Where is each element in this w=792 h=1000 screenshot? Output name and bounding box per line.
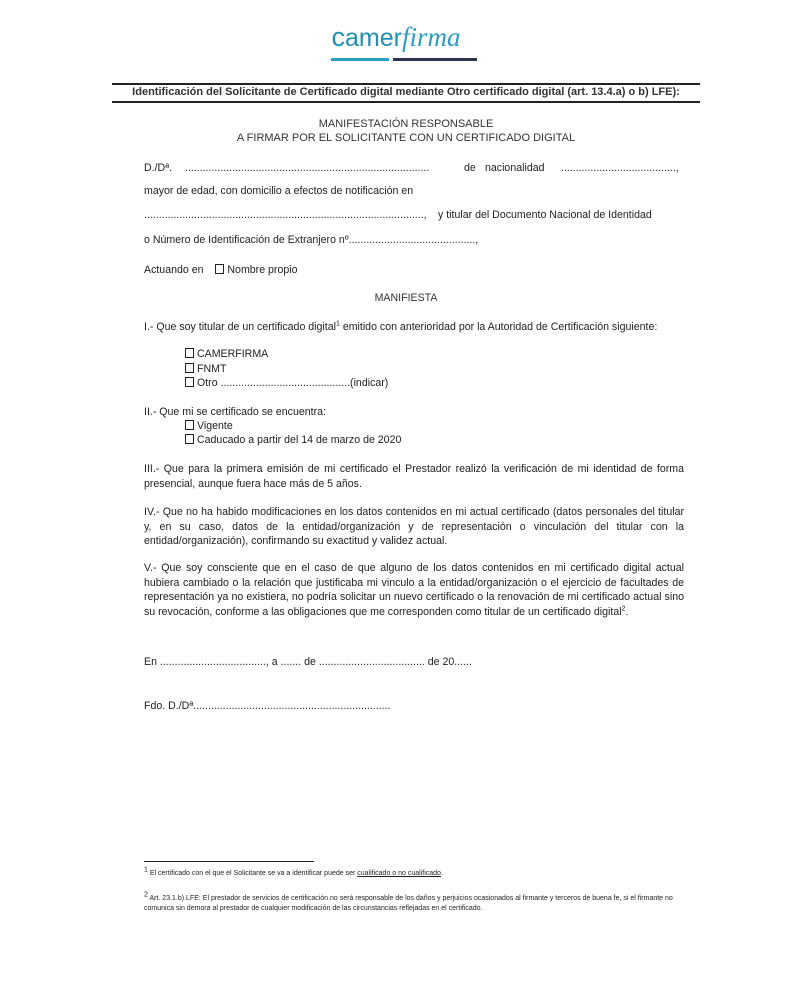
- fnmt-label: FNMT: [197, 363, 227, 375]
- dd-dots-field[interactable]: ...................................................................................: [185, 162, 430, 174]
- footnote-2-text: Art. 23.1.b) LFE: El prestador de servicios de certificación no será responsable de los daños y perjuicios ocasionados al firmante y terceros de buena fe, si el firmante no comunica sin demora al prestador de cualquier modificación de las circunstancias reflejadas en el certificado.: [144, 895, 673, 912]
- logo-c: c: [331, 22, 345, 52]
- section-5-end: .: [625, 605, 629, 618]
- doc-title-line1: MANIFESTACIÓN RESPONSABLE: [318, 118, 494, 130]
- option-vigente: [185, 420, 233, 432]
- option-otro: [185, 377, 388, 389]
- dd-label: D./Dª.: [144, 162, 173, 174]
- header-top-rule: [112, 83, 700, 85]
- fnmt-checkbox[interactable]: [185, 363, 194, 373]
- header-bottom-rule: [112, 101, 700, 103]
- footnote-1-mark: 1: [144, 866, 148, 874]
- otro-checkbox[interactable]: [185, 377, 194, 387]
- vigente-checkbox[interactable]: [185, 420, 194, 430]
- acting-row: [144, 263, 297, 278]
- camerfirma-label: CAMERFIRMA: [197, 348, 269, 360]
- section-4-text: IV.- Que no ha habido modificaciones en los datos contenidos en mi actual certificado (datos personales del titular y, en su caso, datos de la entidad/organización y de representación o vinculación del titular con la entidad/organización), confirmando su exactitud y validez actual.: [144, 506, 684, 548]
- footnote-2-mark: 2: [144, 891, 148, 899]
- camerfirma-logo: [0, 22, 792, 53]
- option-fnmt: [185, 363, 226, 375]
- section-3-text: III.- Que para la primera emisión de mi certificado el Prestador realizó la verificación de mi identidad de forma presencial, aunque fuera hace más de 5 años.: [144, 463, 684, 490]
- doc-title-line2: A FIRMAR POR EL SOLICITANTE CON UN CERTIFICADO DIGITAL: [236, 132, 576, 144]
- logo-amer: amer: [345, 24, 402, 52]
- acting-label: Actuando en: [144, 264, 204, 276]
- otro-label: Otro ............................................(indicar): [197, 377, 389, 389]
- vigente-label: Vigente: [197, 420, 233, 432]
- nacionalidad-label: nacionalidad: [485, 162, 545, 174]
- manifiesta-heading: MANIFIESTA: [374, 292, 438, 304]
- de-label: de: [464, 162, 476, 174]
- domicilio-line: mayor de edad, con domicilio a efectos de notificación en: [144, 185, 414, 197]
- nombre-propio-label: Nombre propio: [227, 264, 298, 276]
- footnote-2: [144, 891, 684, 914]
- camerfirma-checkbox[interactable]: [185, 348, 194, 358]
- dni-text: y titular del Documento Nacional de Identidad: [438, 209, 652, 221]
- logo-firma: firma: [401, 22, 461, 52]
- footnote-1: [144, 866, 684, 879]
- caducado-checkbox[interactable]: [185, 434, 194, 444]
- section-5-text: [144, 561, 684, 619]
- domicilio-dots-field[interactable]: ...............................................................................................,: [144, 209, 427, 221]
- footnote-ref-1: 1: [335, 320, 340, 328]
- header-title: Identificación del Solicitante de Certificado digital mediante Otro certificado digital (art. 13.4.a) o b) LFE):: [132, 86, 680, 98]
- section-5-body: V.- Que soy consciente que en el caso de que alguno de los datos contenidos en mi certificado digital actual hubiera cambiado o la relación que justificaba mi vinculo a la entidad/organización o el ejercicio de facultades de representación ya no existiera, no podría solicitar un nuevo certificado o la renovación de mi certificado actual sino su revocación, conforme a las obligaciones que me corresponden como titular de un certificado digital: [144, 562, 684, 618]
- footnote-1-end: .: [440, 870, 443, 877]
- section-1-text-b: emitido con anterioridad por la Autoridad de Certificación siguiente:: [339, 321, 658, 333]
- nie-line: o Número de Identificación de Extranjero nº...........................................,: [144, 234, 479, 246]
- section-1-text: [144, 320, 684, 335]
- footnote-separator: [144, 861, 314, 862]
- logo-underline-blue: [331, 58, 389, 61]
- logo-underline-navy: [393, 58, 477, 61]
- nombre-propio-checkbox[interactable]: [215, 264, 224, 274]
- footnote-1-underlined: cualificado o no cualificado: [357, 870, 441, 877]
- option-camerfirma: [185, 348, 268, 360]
- section-1-text-a: I.- Que soy titular de un certificado digital: [144, 321, 336, 333]
- caducado-label: Caducado a partir del 14 de marzo de 2020: [197, 434, 402, 446]
- footnote-1-text: El certificado con el que el Solicitante se va a identificar puede ser: [149, 870, 356, 877]
- signature-line[interactable]: Fdo. D./Dª...................................................................: [144, 700, 391, 712]
- section-2-text: II.- Que mi se certificado se encuentra:: [144, 406, 326, 418]
- nacionalidad-dots-field[interactable]: .......................................,: [561, 162, 679, 174]
- place-date-line[interactable]: En ...................................., a ....... de .................................... de 20......: [144, 656, 472, 668]
- footnote-ref-2: 2: [621, 605, 626, 613]
- option-caducado: [185, 434, 401, 446]
